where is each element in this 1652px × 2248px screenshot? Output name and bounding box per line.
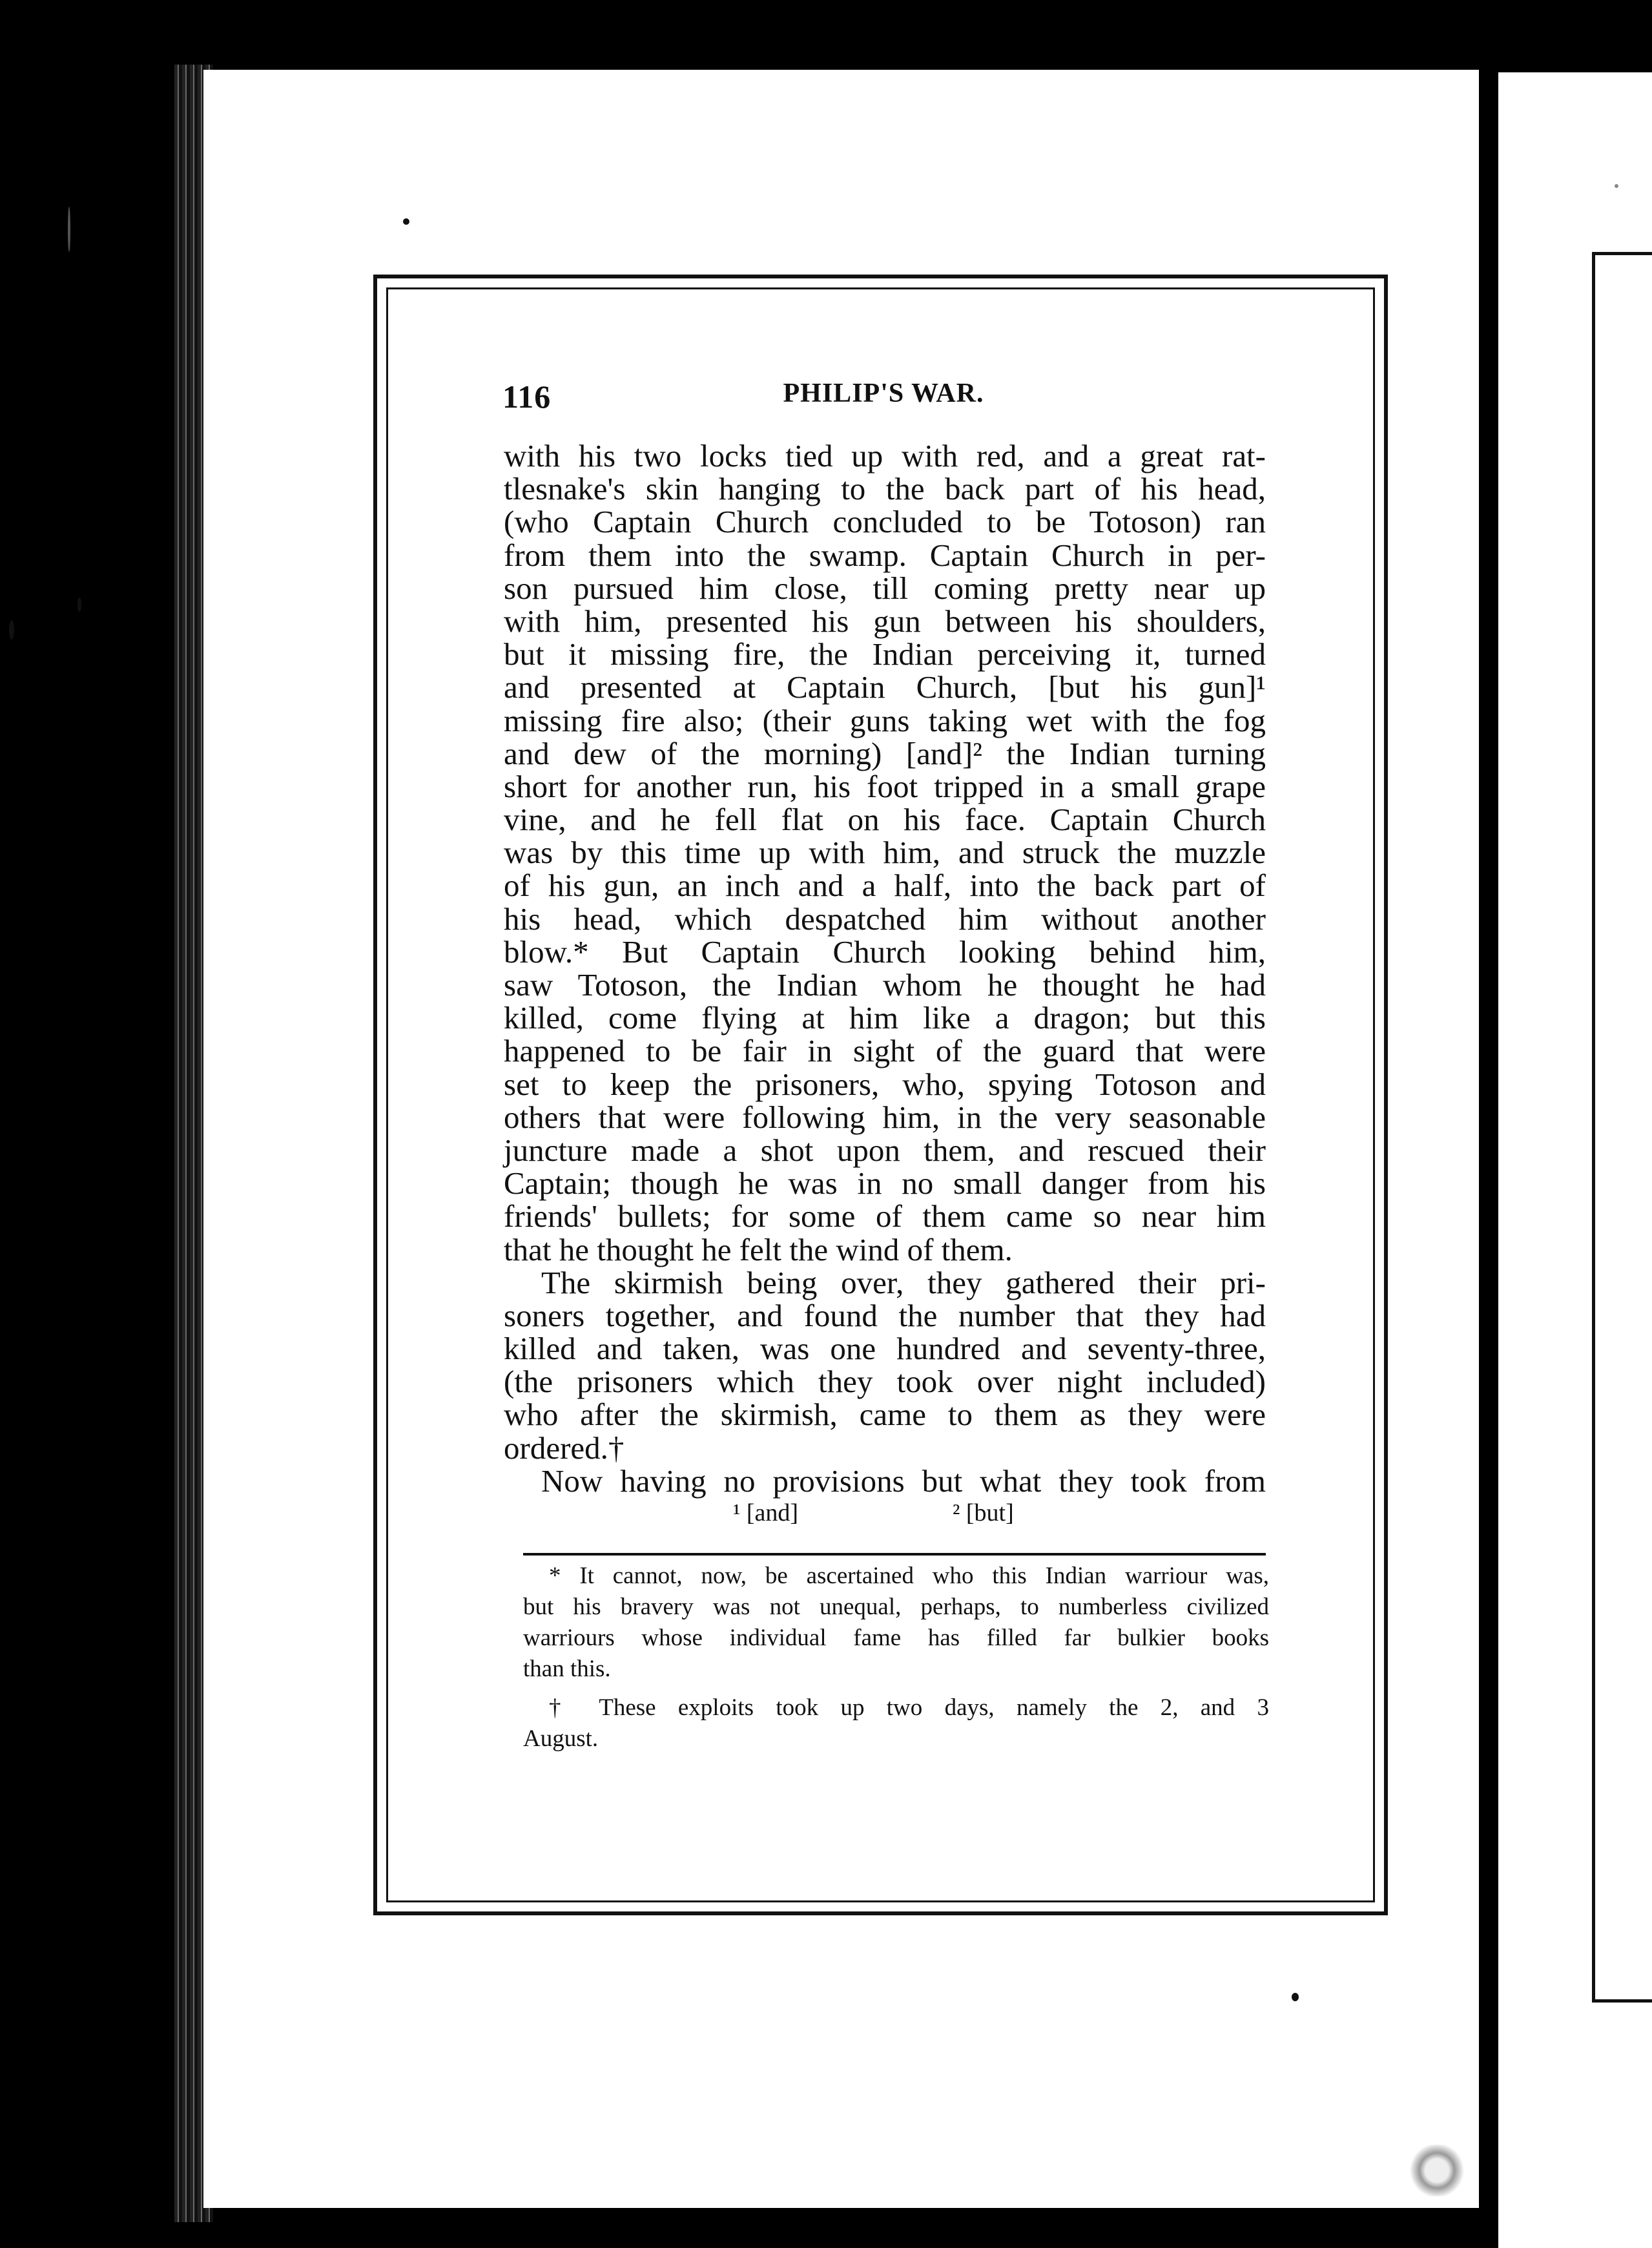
text-line: from them into the swamp. Captain Church in per- bbox=[504, 537, 1266, 573]
text-line: (who Captain Church concluded to be Totoson) ran bbox=[504, 504, 1266, 540]
text-line: tlesnake's skin hanging to the back part of his head, bbox=[504, 471, 1266, 507]
text-line: missing fire also; (their guns taking wet with the fog bbox=[504, 702, 1266, 738]
speck bbox=[403, 218, 409, 225]
variant-note-1: ¹ [and] bbox=[733, 1499, 799, 1526]
scan-blemish bbox=[1408, 2145, 1466, 2196]
text-line: that he thought he felt the wind of them. bbox=[504, 1231, 1013, 1267]
text-line: his head, which despatched him without another bbox=[504, 900, 1266, 937]
speck bbox=[1615, 184, 1618, 188]
text-line: friends' bullets; for some of them came so near him bbox=[504, 1198, 1266, 1234]
page-header bbox=[502, 378, 1265, 417]
running-head: PHILIP'S WAR. bbox=[783, 379, 984, 408]
text-line: killed, come flying at him like a dragon; but this bbox=[504, 1000, 1266, 1036]
text-line: killed and taken, was one hundred and seventy-three, bbox=[504, 1331, 1266, 1367]
footnote-line: than this. bbox=[523, 1656, 611, 1682]
text-line: but it missing fire, the Indian perceiving it, turned bbox=[504, 636, 1266, 672]
text-line: son pursued him close, till coming pretty near up bbox=[504, 570, 1266, 606]
text-line: with his two locks tied up with red, and a great rat- bbox=[504, 438, 1266, 474]
page-number: 116 bbox=[502, 379, 552, 415]
text-line: Now having no provisions but what they took from bbox=[541, 1462, 1266, 1499]
footnote-line: † These exploits took up two days, namely the 2, and 3 bbox=[549, 1694, 1269, 1721]
text-line: was by this time up with him, and struck the muzzle bbox=[504, 835, 1266, 871]
text-line: blow.* But Captain Church looking behind him, bbox=[504, 933, 1266, 970]
footnote-line: August. bbox=[523, 1725, 599, 1752]
body-text bbox=[504, 439, 1266, 1497]
facing-page-frame bbox=[1592, 252, 1652, 2003]
text-line: happened to be fair in sight of the guard that were bbox=[504, 1033, 1266, 1069]
text-line: soners together, and found the number that they had bbox=[504, 1297, 1266, 1333]
variant-note-2: ² [but] bbox=[953, 1499, 1014, 1526]
text-line: and dew of the morning) [and]² the Indian turning bbox=[504, 735, 1266, 771]
footnote-rule bbox=[523, 1553, 1266, 1556]
text-line: and presented at Captain Church, [but his gun]¹ bbox=[504, 669, 1266, 705]
variant-readings bbox=[504, 1499, 1266, 1531]
text-line: The skirmish being over, they gathered their pri- bbox=[541, 1264, 1266, 1300]
footnote-line: warriours whose individual fame has filled far bulkier books bbox=[523, 1625, 1269, 1651]
text-line: Captain; though he was in no small danger from his bbox=[504, 1165, 1266, 1202]
text-line: saw Totoson, the Indian whom he thought he had bbox=[504, 967, 1266, 1003]
footnotes bbox=[523, 1561, 1269, 1754]
text-line: juncture made a shot upon them, and rescued their bbox=[504, 1132, 1266, 1168]
footnote-line: * It cannot, now, be ascertained who this Indian warriour was, bbox=[549, 1563, 1269, 1589]
text-line: vine, and he fell flat on his face. Captain Church bbox=[504, 802, 1266, 838]
footnote-line: but his bravery was not unequal, perhaps, to numberless civilized bbox=[523, 1594, 1269, 1620]
text-line: (the prisoners which they took over night included) bbox=[504, 1364, 1266, 1400]
text-line: with him, presented his gun between his shoulders, bbox=[504, 603, 1266, 639]
text-line: who after the skirmish, came to them as they were bbox=[504, 1397, 1266, 1433]
speck bbox=[1292, 1993, 1299, 2001]
text-line: ordered.† bbox=[504, 1430, 625, 1466]
text-line: others that were following him, in the very seasonable bbox=[504, 1099, 1266, 1135]
text-line: short for another run, his foot tripped in a small grape bbox=[504, 768, 1266, 804]
text-line: of his gun, an inch and a half, into the back part of bbox=[504, 868, 1266, 904]
text-line: set to keep the prisoners, who, spying Totoson and bbox=[504, 1066, 1266, 1102]
scan-margin bbox=[0, 0, 174, 2248]
